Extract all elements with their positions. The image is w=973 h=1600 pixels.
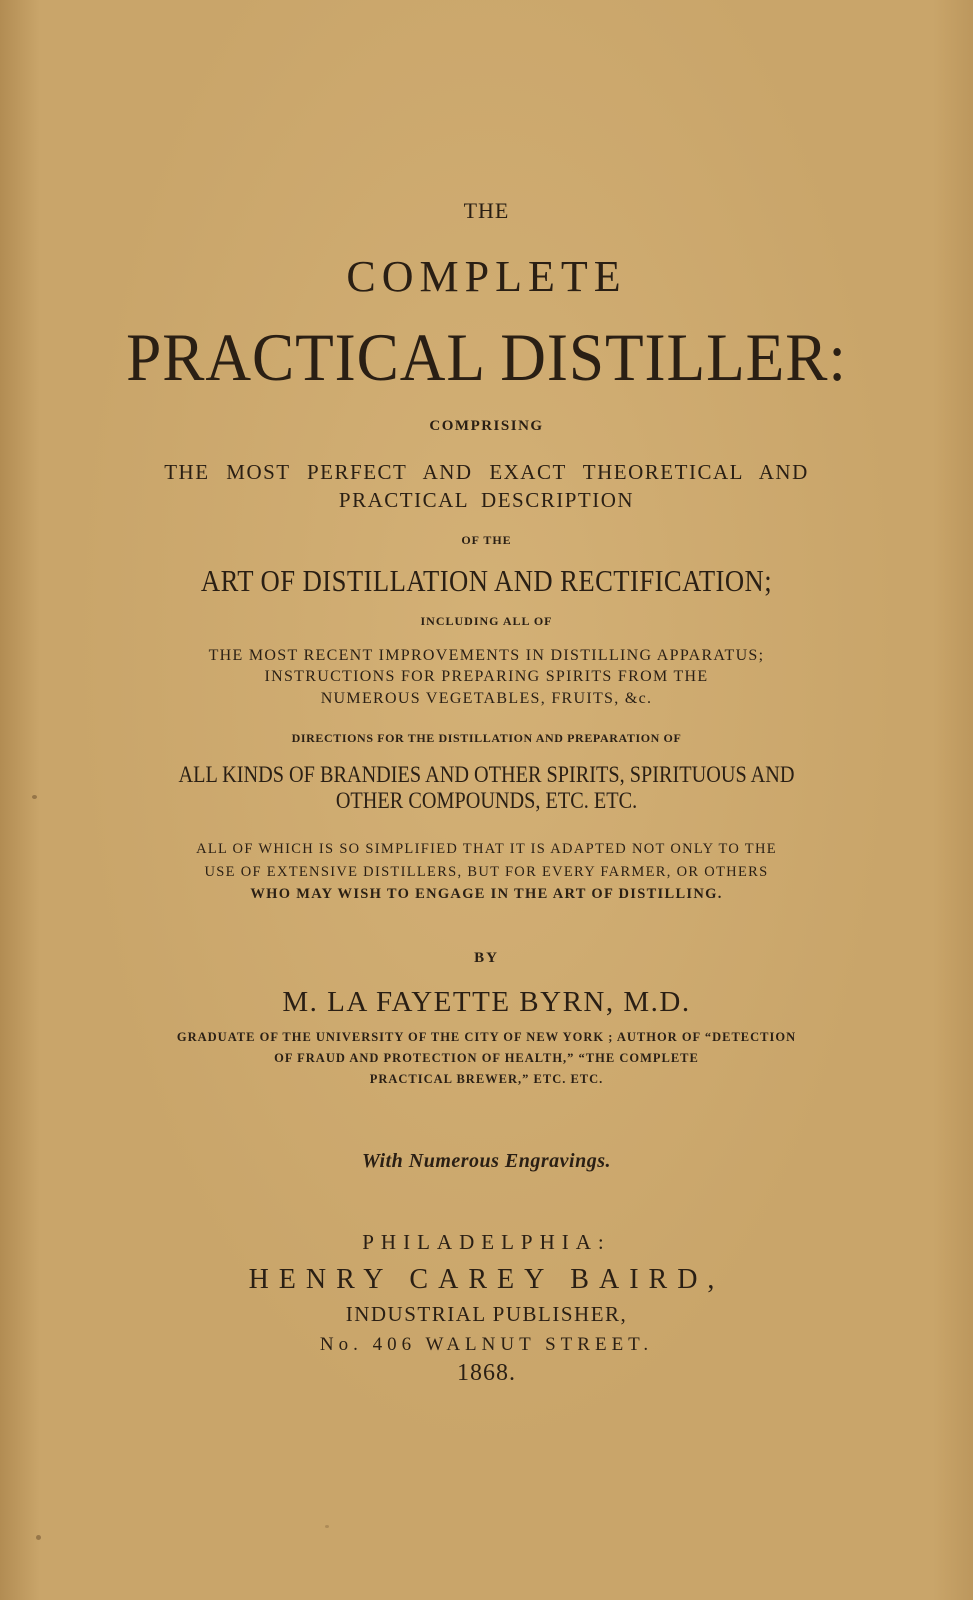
paper-speck bbox=[325, 1525, 329, 1528]
comprising-label: COMPRISING bbox=[429, 418, 544, 434]
publisher-address: No. 406 WALNUT STREET. bbox=[319, 1334, 654, 1355]
improvements-line-3: NUMEROUS VEGETABLES, FRUITS, &c. bbox=[320, 690, 653, 707]
paper-speck bbox=[32, 795, 37, 799]
imprint-city: PHILADELPHIA: bbox=[362, 1230, 611, 1254]
author-name: M. LA FAYETTE BYRN, M.D. bbox=[282, 986, 691, 1018]
paper-speck bbox=[36, 1535, 41, 1540]
art-subtitle: ART OF DISTILLATION AND RECTIFICATION; bbox=[200, 563, 773, 598]
publication-year: 1868. bbox=[457, 1360, 516, 1386]
brandies-line-1: ALL KINDS OF BRANDIES AND OTHER SPIRITS, SPIRITUOUS AND bbox=[178, 762, 795, 787]
publisher-role: INDUSTRIAL PUBLISHER, bbox=[345, 1302, 628, 1326]
credentials-line-2: OF FRAUD AND PROTECTION OF HEALTH,” “THE COMPLETE bbox=[274, 1051, 699, 1065]
improvements-line-1: THE MOST RECENT IMPROVEMENTS IN DISTILLING APPARATUS; bbox=[208, 647, 765, 664]
brandies-line-2: OTHER COMPOUNDS, ETC. ETC. bbox=[335, 788, 638, 813]
title-complete: COMPLETE bbox=[346, 252, 627, 301]
credentials-line-1: GRADUATE OF THE UNIVERSITY OF THE CITY OF NEW YORK ; AUTHOR OF “DETECTION bbox=[176, 1030, 797, 1044]
simplified-line-1: ALL OF WHICH IS SO SIMPLIFIED THAT IT IS ADAPTED NOT ONLY TO THE bbox=[196, 841, 777, 857]
main-title: PRACTICAL DISTILLER: bbox=[126, 319, 847, 395]
title-article: THE bbox=[463, 198, 510, 223]
directions-label: DIRECTIONS FOR THE DISTILLATION AND PREPARATION OF bbox=[291, 731, 682, 745]
engravings-note: With Numerous Engravings. bbox=[361, 1150, 612, 1172]
including-label: INCLUDING ALL OF bbox=[420, 614, 553, 628]
credentials-line-3: PRACTICAL BREWER,” ETC. ETC. bbox=[369, 1072, 604, 1086]
simplified-line-2: USE OF EXTENSIVE DISTILLERS, BUT FOR EVERY FARMER, OR OTHERS bbox=[204, 864, 769, 880]
improvements-line-2: INSTRUCTIONS FOR PREPARING SPIRITS FROM THE bbox=[264, 668, 709, 685]
by-label: BY bbox=[474, 950, 499, 966]
description-line-2: PRACTICAL DESCRIPTION bbox=[338, 488, 635, 512]
of-the-label: OF THE bbox=[461, 533, 512, 547]
simplified-line-3: WHO MAY WISH TO ENGAGE IN THE ART OF DISTILLING. bbox=[250, 886, 723, 902]
publisher-name: HENRY CAREY BAIRD, bbox=[248, 1264, 725, 1295]
description-line-1: THE MOST PERFECT AND EXACT THEORETICAL AND bbox=[164, 460, 809, 484]
